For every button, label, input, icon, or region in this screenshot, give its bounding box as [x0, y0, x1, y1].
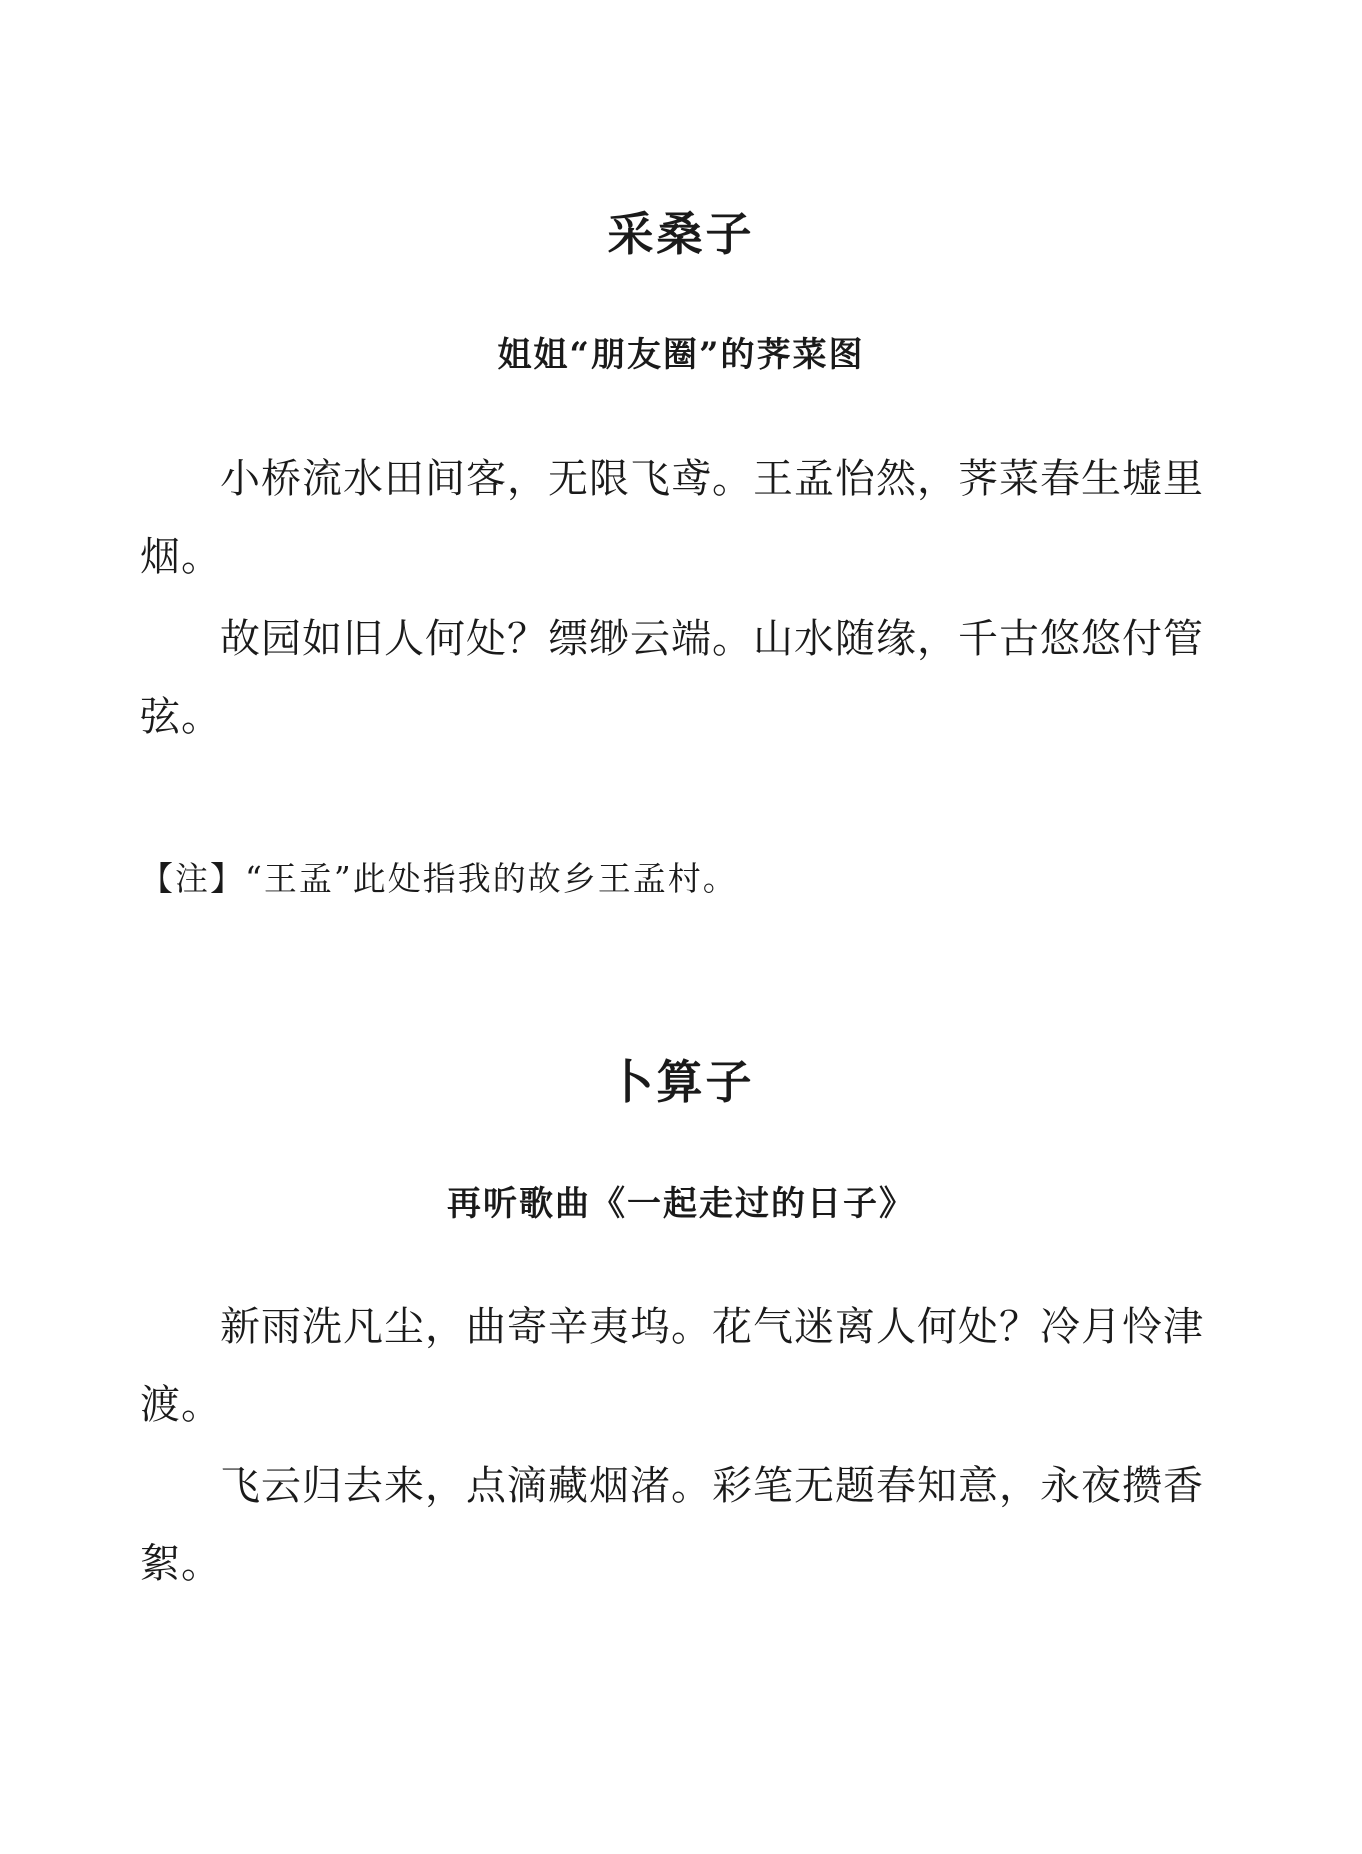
poem-1-stanza-2: 故园如旧人何处？缥缈云端。山水随缘，千古悠悠付管弦。 — [140, 616, 1204, 740]
poem-title-cai-sang-zi: 采桑子 — [607, 207, 755, 261]
poem-1-note: 【注】“王孟”此处指我的故乡王孟村。 — [140, 859, 738, 898]
poem-title-bu-suan-zi: 卜算子 — [607, 1055, 755, 1109]
poem-2-stanza-2: 飞云归去来，点滴藏烟渚。彩笔无题春知意，永夜攒香絮。 — [140, 1463, 1204, 1587]
poem-2-stanza-1: 新雨洗凡尘，曲寄辛夷坞。花气迷离人何处？冷月怜津渡。 — [140, 1304, 1204, 1428]
poem-subtitle-1: 姐姐“朋友圈”的荠菜图 — [497, 335, 865, 375]
poem-1-stanza-1: 小桥流水田间客，无限飞鸢。王孟怡然，荠菜春生墟里烟。 — [140, 456, 1204, 580]
poem-subtitle-2: 再听歌曲《一起走过的日子》 — [447, 1184, 915, 1224]
